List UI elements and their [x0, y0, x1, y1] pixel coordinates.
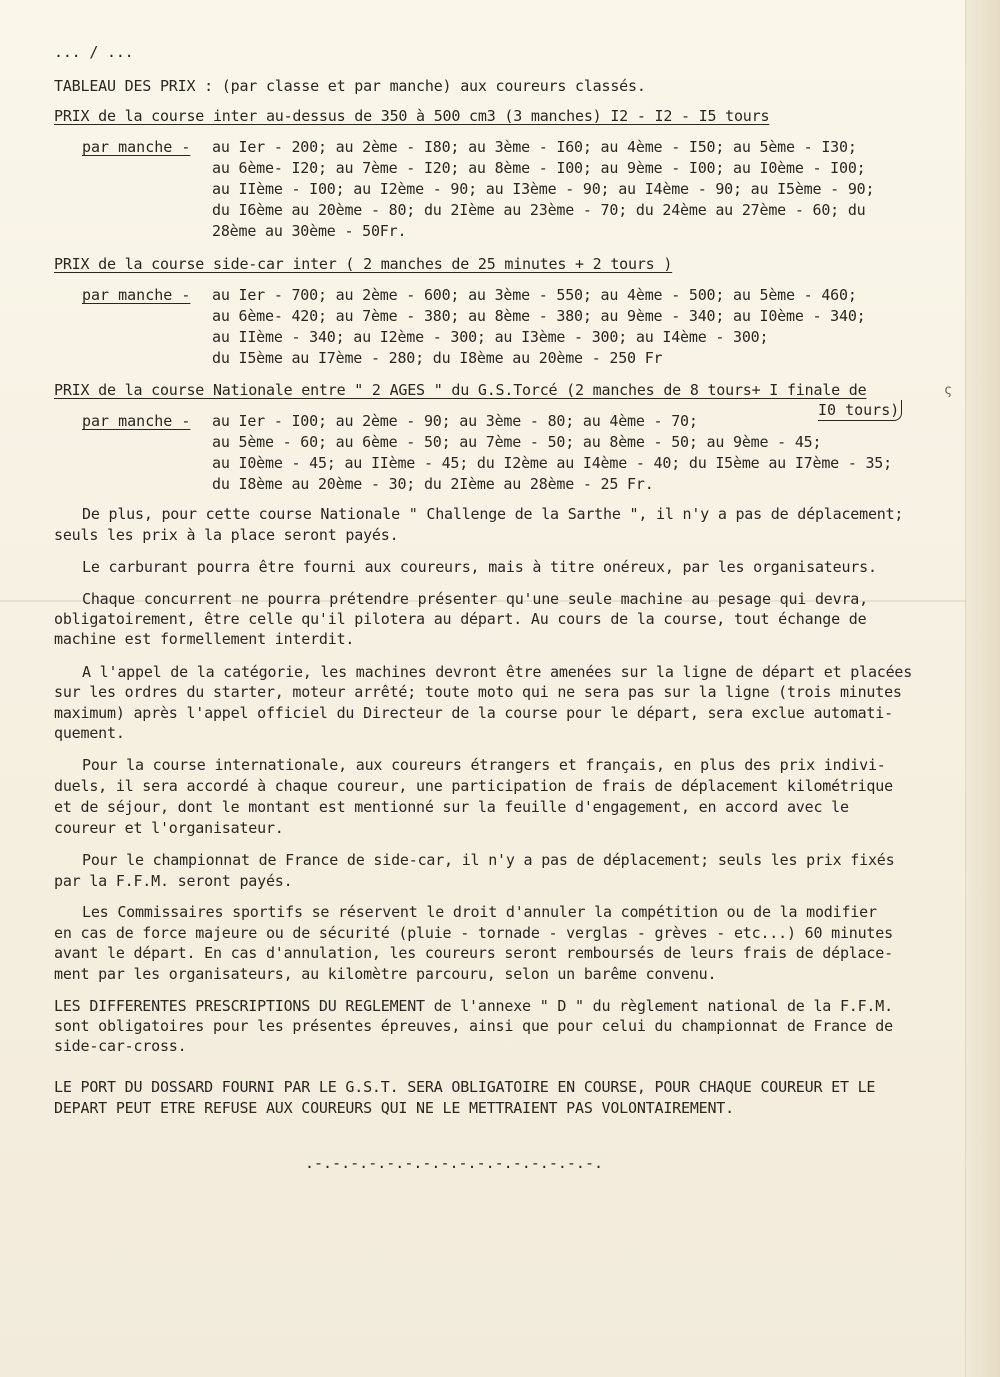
paragraph-line: quement.: [54, 724, 125, 742]
prize-line: au I0ème - 45; au IIème - 45; du I2ème au I4ème - 40; du I5ème au I7ème - 35;: [212, 454, 892, 472]
prize-line: au 5ème - 60; au 6ème - 50; au 7ème - 50; au 8ème - 50; au 9ème - 45;: [212, 433, 822, 451]
paragraph-line: Le carburant pourra être fourni aux coureurs, mais à titre onéreux, par les organisateurs.: [82, 558, 877, 576]
prize-line: au IIème - I00; au I2ème - 90; au I3ème - 90; au I4ème - 90; au I5ème - 90;: [212, 180, 875, 198]
section-heading-inter-500: PRIX de la course inter au-dessus de 350 à 500 cm3 (3 manches) I2 - I2 - I5 tours: [54, 107, 770, 125]
paragraph-line: seuls les prix à la place seront payés.: [54, 526, 399, 544]
paragraph-line: DEPART PEUT ETRE REFUSE AUX COUREURS QUI NE LE METTRAIENT PAS VOLONTAIREMENT.: [54, 1099, 734, 1117]
paragraph-line: maximum) après l'appel officiel du Directeur de la course pour le départ, sera exclue automati-: [54, 704, 893, 722]
paragraph-line: A l'appel de la catégorie, les machines devront être amenées sur la ligne de départ et placées: [82, 663, 913, 681]
prize-line: au IIème - 340; au I2ème - 300; au I3ème - 300; au I4ème - 300;: [212, 328, 769, 346]
paragraph-line: ment par les organisateurs, au kilomètre parcouru, selon un barême convenu.: [54, 965, 717, 983]
section-heading-nationale: PRIX de la course Nationale entre " 2 AGES " du G.S.Torcé (2 manches de 8 tours+ I finale de: [54, 381, 867, 399]
prize-line: au 6ème- I20; au 7ème - I20; au 8ème - I00; au 9ème - I00; au I0ème - I00;: [212, 159, 866, 177]
header-marker: ... / ...: [54, 43, 134, 61]
prize-line: au Ier - I00; au 2ème - 90; au 3ème - 80; au 4ème - 70;: [212, 412, 698, 430]
paragraph-line: side-car-cross.: [54, 1037, 187, 1055]
prize-line: du I5ème au I7ème - 280; du I8ème au 20ème - 250 Fr: [212, 349, 663, 367]
section-heading-side-car: PRIX de la course side-car inter ( 2 manches de 25 minutes + 2 tours ): [54, 255, 673, 273]
paragraph-line: par la F.F.M. seront payés.: [54, 872, 293, 890]
paragraph-line: LE PORT DU DOSSARD FOURNI PAR LE G.S.T. SERA OBLIGATOIRE EN COURSE, POUR CHAQUE COUREUR ET LE: [54, 1078, 876, 1096]
paragraph-line: Les Commissaires sportifs se réservent le droit d'annuler la compétition ou de la modifier: [82, 903, 877, 921]
page-title: TABLEAU DES PRIX : (par classe et par manche) aux coureurs classés.: [54, 77, 646, 95]
closing-rule: .-.-.-.-.-.-.-.-.-.-.-.-.-.-.-.-.: [305, 1154, 604, 1172]
paragraph-line: De plus, pour cette course Nationale " Challenge de la Sarthe ", il n'y a pas de déplacement;: [82, 505, 904, 523]
prize-line: du I8ème au 20ème - 30; du 2Ième au 28ème - 25 Fr.: [212, 475, 654, 493]
paragraph-line: coureur et l'organisateur.: [54, 819, 284, 837]
per-manche-label: par manche -: [82, 138, 191, 156]
prize-line: du I6ème au 20ème - 80; du 2Ième au 23ème - 70; du 24ème au 27ème - 60; du: [212, 201, 866, 219]
paragraph-line: en cas de force majeure ou de sécurité (pluie - tornade - verglas - grèves - etc...) 60 minutes: [54, 924, 893, 942]
paragraph-line: duels, il sera accordé à chaque coureur, une participation de frais de déplacement kilométrique: [54, 777, 893, 795]
section-heading-continuation: I0 tours): [818, 400, 902, 421]
paragraph-line: Pour le championnat de France de side-car, il n'y a pas de déplacement; seuls les prix fixés: [82, 851, 895, 869]
margin-mark: ς: [944, 383, 952, 398]
paper-edge: [965, 0, 1000, 1377]
paragraph-line: sur les ordres du starter, moteur arrêté; toute moto qui ne sera pas sur la ligne (trois minutes: [54, 683, 902, 701]
paragraph-line: machine est formellement interdit.: [54, 630, 355, 648]
paragraph-line: LES DIFFERENTES PRESCRIPTIONS DU REGLEMENT de l'annexe " D " du règlement national de la F.F.M.: [54, 997, 893, 1015]
paragraph-line: avant le départ. En cas d'annulation, les coureurs seront remboursés de leurs frais de déplace-: [54, 944, 893, 962]
prize-line: au 6ème- 420; au 7ème - 380; au 8ème - 380; au 9ème - 340; au I0ème - 340;: [212, 307, 866, 325]
paragraph-line: Chaque concurrent ne pourra prétendre présenter qu'une seule machine au pesage qui devra,: [82, 590, 868, 608]
prize-line: 28ème au 30ème - 50Fr.: [212, 222, 407, 240]
paragraph-line: et de séjour, dont le montant est mentionné sur la feuille d'engagement, en accord avec le: [54, 798, 849, 816]
prize-line: au Ier - 200; au 2ème - I80; au 3ème - I60; au 4ème - I50; au 5ème - I30;: [212, 138, 857, 156]
per-manche-label: par manche -: [82, 286, 191, 304]
paragraph-line: sont obligatoires pour les présentes épreuves, ainsi que pour celui du championnat de France de: [54, 1017, 893, 1035]
paragraph-line: obligatoirement, être celle qu'il pilotera au départ. Au cours de la course, tout échange de: [54, 610, 867, 628]
paragraph-line: Pour la course internationale, aux coureurs étrangers et français, en plus des prix indivi-: [82, 756, 886, 774]
per-manche-label: par manche -: [82, 412, 191, 430]
prize-line: au Ier - 700; au 2ème - 600; au 3ème - 550; au 4ème - 500; au 5ème - 460;: [212, 286, 857, 304]
